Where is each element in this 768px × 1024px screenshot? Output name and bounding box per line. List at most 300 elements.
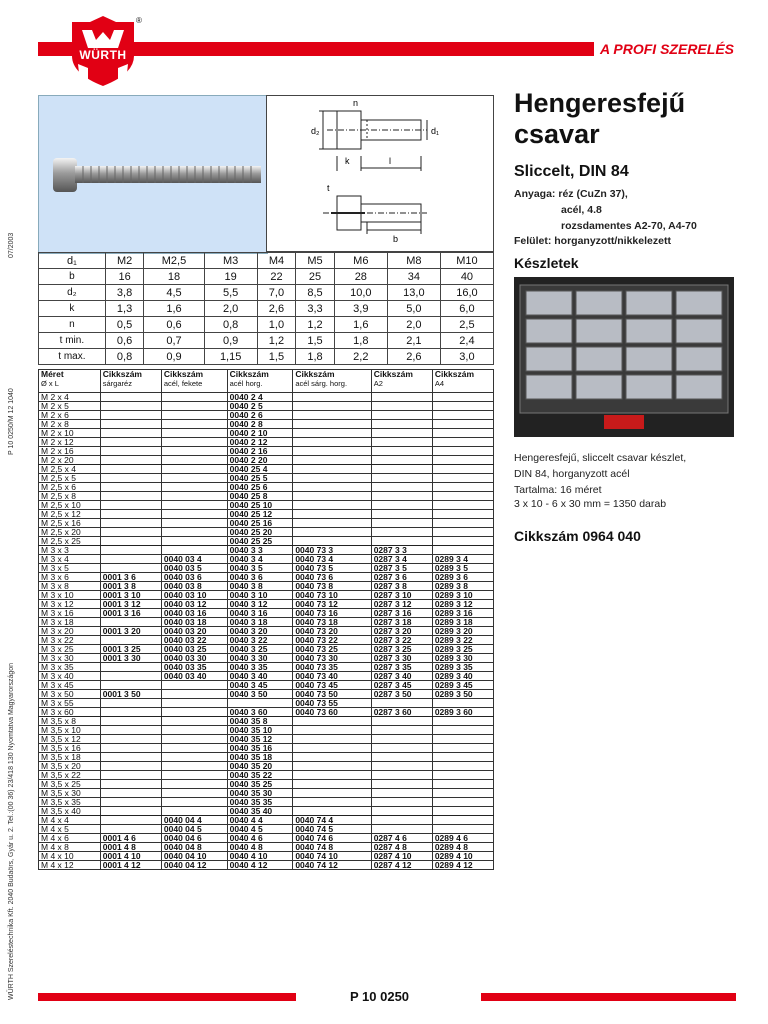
order-article-cell: 0040 03 12 [161,600,227,609]
order-article-cell: 0289 3 6 [432,573,493,582]
order-size-cell: M 3 x 60 [39,708,101,717]
order-article-cell: 0287 3 50 [371,690,432,699]
order-header-cell [227,370,293,393]
dims-cell: 16 [105,269,144,285]
order-size-cell: M 3,5 x 8 [39,717,101,726]
page-title [514,88,685,150]
order-header-sub: A2 [373,379,383,388]
order-article-cell: 0287 3 20 [371,627,432,636]
order-article-cell [161,762,227,771]
order-row [39,393,494,402]
order-article-cell: 0040 35 20 [227,762,293,771]
order-article-cell [100,555,161,564]
dims-row-label: d₂ [39,285,106,301]
order-article-cell: 0287 3 3 [371,546,432,555]
order-size-cell: M 3 x 50 [39,690,101,699]
dims-row [39,349,494,365]
order-article-cell [432,447,493,456]
order-size-cell: M 3 x 12 [39,600,101,609]
order-article-cell [293,420,371,429]
order-article-cell: 0040 3 18 [227,618,293,627]
order-size-cell: M 2,5 x 20 [39,528,101,537]
order-article-cell [371,816,432,825]
order-article-cell [161,501,227,510]
order-article-cell [293,519,371,528]
order-article-cell [161,726,227,735]
order-article-cell: 0040 2 10 [227,429,293,438]
order-article-cell: 0001 3 8 [100,582,161,591]
order-article-cell: 0001 3 30 [100,654,161,663]
order-article-cell [371,447,432,456]
dims-cell: 0,5 [105,317,144,333]
dims-header-cell: M8 [387,253,440,269]
order-article-cell [293,510,371,519]
order-article-cell: 0287 3 45 [371,681,432,690]
order-article-cell [371,420,432,429]
order-article-cell [293,780,371,789]
order-size-cell: M 3,5 x 10 [39,726,101,735]
material-value-3: rozsdamentes A2-70, A4-70 [561,220,697,232]
order-article-cell: 0040 3 50 [227,690,293,699]
dims-cell: 1,5 [257,349,296,365]
order-size-cell: M 3 x 3 [39,546,101,555]
order-article-cell [371,510,432,519]
order-size-cell: M 3 x 40 [39,672,101,681]
order-article-cell [293,798,371,807]
order-size-cell: M 3 x 22 [39,636,101,645]
order-article-cell [432,744,493,753]
order-header-size [39,370,101,393]
order-article-cell [161,690,227,699]
order-article-cell: 0040 3 40 [227,672,293,681]
order-article-cell: 0040 73 60 [293,708,371,717]
dims-cell: 1,2 [296,317,335,333]
order-article-cell: 0287 3 10 [371,591,432,600]
dims-cell: 0,9 [204,333,257,349]
footer-bar-left [38,993,296,1001]
order-size-cell: M 3,5 x 22 [39,771,101,780]
order-article-cell [371,465,432,474]
order-size-cell: M 4 x 12 [39,861,101,870]
order-header-title: Cikkszám [295,369,335,379]
order-size-cell: M 2 x 10 [39,429,101,438]
order-article-cell: 0040 3 16 [227,609,293,618]
dims-cell: 2,6 [257,301,296,317]
dims-cell: 10,0 [334,285,387,301]
order-article-cell: 0040 74 6 [293,834,371,843]
order-article-cell [100,537,161,546]
order-size-cell: M 3 x 16 [39,609,101,618]
order-article-cell: 0040 3 12 [227,600,293,609]
order-article-cell [432,438,493,447]
order-article-cell: 0001 3 25 [100,645,161,654]
order-article-cell: 0289 4 10 [432,852,493,861]
order-article-cell [100,735,161,744]
order-article-cell [432,726,493,735]
dims-cell: 2,5 [440,317,493,333]
order-article-cell: 0001 4 6 [100,834,161,843]
order-article-cell [100,672,161,681]
dims-cell: 1,2 [257,333,296,349]
order-row [39,807,494,816]
order-article-cell [432,510,493,519]
order-size-cell: M 3 x 55 [39,699,101,708]
order-article-cell: 0040 3 22 [227,636,293,645]
dims-cell: 40 [440,269,493,285]
order-article-cell [293,393,371,402]
order-article-cell [100,780,161,789]
order-article-cell [100,501,161,510]
order-header-title: Cikkszám [434,369,475,379]
order-article-cell: 0040 03 6 [161,573,227,582]
order-article-cell [432,501,493,510]
order-article-cell: 0040 25 16 [227,519,293,528]
order-article-cell [100,807,161,816]
order-article-cell: 0040 25 5 [227,474,293,483]
order-article-cell [432,735,493,744]
order-size-cell: M 4 x 10 [39,852,101,861]
order-size-cell: M 3,5 x 18 [39,753,101,762]
order-size-cell: M 2 x 5 [39,402,101,411]
order-article-cell: 0040 73 55 [293,699,371,708]
order-article-cell: 0040 03 4 [161,555,227,564]
order-article-cell: 0287 3 22 [371,636,432,645]
order-article-cell [161,771,227,780]
order-size-cell: M 2 x 12 [39,438,101,447]
order-header-cell [432,370,493,393]
order-article-cell: 0040 25 20 [227,528,293,537]
order-article-cell: 0040 73 6 [293,573,371,582]
order-article-cell [293,456,371,465]
dims-row [39,333,494,349]
order-article-cell [371,798,432,807]
order-article-cell [371,501,432,510]
dims-cell: 3,8 [105,285,144,301]
order-article-cell [293,744,371,753]
order-article-cell: 0040 73 8 [293,582,371,591]
order-article-cell: 0040 3 6 [227,573,293,582]
order-header-title: Cikkszám [229,369,269,379]
order-article-cell: 0040 04 8 [161,843,227,852]
order-header-sub: sárgaréz [102,379,132,388]
order-article-cell: 0040 73 5 [293,564,371,573]
order-article-cell: 0040 03 18 [161,618,227,627]
dims-cell: 1,15 [204,349,257,365]
order-article-cell [100,798,161,807]
order-article-cell: 0040 4 6 [227,834,293,843]
order-article-cell [432,807,493,816]
order-article-cell [432,789,493,798]
dims-header-cell: M2,5 [144,253,204,269]
order-article-cell: 0040 73 12 [293,600,371,609]
order-article-cell: 0040 2 5 [227,402,293,411]
order-article-cell [100,411,161,420]
order-article-cell [100,699,161,708]
order-header-cell [161,370,227,393]
order-article-cell: 0289 3 4 [432,555,493,564]
order-article-cell: 0040 04 12 [161,861,227,870]
order-size-cell: M 2 x 8 [39,420,101,429]
order-article-cell [371,528,432,537]
order-article-cell: 0040 3 30 [227,654,293,663]
order-article-cell: 0040 73 45 [293,681,371,690]
footer-bar-right [481,993,736,1001]
order-article-cell [161,510,227,519]
drawing-label-d2: d₂ [311,126,320,136]
order-article-cell: 0040 3 5 [227,564,293,573]
side-printer: WÜRTH Szereléstechnika Kft. 2040 Budaörs, Gyár u. 2. Tel.:(00 36) 23/418 130 Nyomtatva Magyarországon [8,662,15,1000]
order-article-cell [161,780,227,789]
order-size-cell: M 3,5 x 30 [39,789,101,798]
order-article-cell [293,465,371,474]
order-article-cell: 0287 3 12 [371,600,432,609]
order-article-cell: 0040 25 4 [227,465,293,474]
order-article-cell [100,708,161,717]
order-article-cell: 0040 25 6 [227,483,293,492]
dims-row-label: n [39,317,106,333]
order-article-cell [161,735,227,744]
dimensions-table [38,252,494,365]
order-article-cell [161,474,227,483]
dims-cell: 3,3 [296,301,335,317]
title-line-2: csavar [514,119,600,149]
order-article-cell: 0040 2 6 [227,411,293,420]
dims-cell: 5,0 [387,301,440,317]
order-article-cell [293,726,371,735]
order-size-cell: M 3,5 x 40 [39,807,101,816]
order-article-cell [161,798,227,807]
order-size-cell: M 3 x 6 [39,573,101,582]
order-row [39,537,494,546]
order-article-cell [293,717,371,726]
order-size-cell: M 4 x 8 [39,843,101,852]
order-article-cell [293,447,371,456]
order-article-cell: 0287 3 30 [371,654,432,663]
order-article-cell: 0001 3 6 [100,573,161,582]
order-article-cell: 0287 3 35 [371,663,432,672]
order-article-cell [293,402,371,411]
dims-cell: 2,0 [204,301,257,317]
order-article-cell: 0040 73 16 [293,609,371,618]
kit-photo [514,277,734,437]
order-size-cell: M 3 x 20 [39,627,101,636]
order-size-cell: M 4 x 5 [39,825,101,834]
order-article-cell: 0040 4 5 [227,825,293,834]
order-article-cell [293,474,371,483]
order-article-cell [432,420,493,429]
dims-row-label: k [39,301,106,317]
order-article-cell: 0040 03 40 [161,672,227,681]
order-article-cell [161,465,227,474]
dims-row [39,301,494,317]
dims-row [39,285,494,301]
order-article-cell: 0287 3 25 [371,645,432,654]
order-article-cell [161,402,227,411]
order-article-cell: 0287 3 6 [371,573,432,582]
order-size-cell: M 3 x 4 [39,555,101,564]
order-article-cell: 0040 73 18 [293,618,371,627]
order-article-cell: 0287 4 8 [371,843,432,852]
order-article-cell: 0040 04 6 [161,834,227,843]
order-article-cell: 0040 73 10 [293,591,371,600]
dims-cell: 1,6 [144,301,204,317]
wurth-logo [70,16,136,86]
dims-row-label: t min. [39,333,106,349]
order-article-cell [371,807,432,816]
order-article-cell [432,780,493,789]
dims-cell: 2,0 [387,317,440,333]
order-article-cell: 0289 4 6 [432,834,493,843]
order-header-sub: A4 [434,379,445,388]
order-header-cell [371,370,432,393]
order-size-cell: M 2 x 6 [39,411,101,420]
order-size-cell: M 3,5 x 12 [39,735,101,744]
order-article-cell: 0287 3 4 [371,555,432,564]
order-article-cell: 0287 4 10 [371,852,432,861]
order-size-cell: M 3 x 8 [39,582,101,591]
order-article-cell: 0040 04 4 [161,816,227,825]
kit-desc-3: Tartalma: 16 méret [514,484,602,496]
order-article-cell: 0040 4 10 [227,852,293,861]
order-size-cell: M 3 x 35 [39,663,101,672]
material-value-2: acél, 4.8 [561,204,602,216]
order-row [39,546,494,555]
dims-cell: 28 [334,269,387,285]
order-article-cell: 0040 25 12 [227,510,293,519]
order-article-cell: 0040 03 16 [161,609,227,618]
side-date: 07/2003 [8,232,15,258]
order-article-cell [100,402,161,411]
order-header-cell [293,370,371,393]
order-article-cell [432,798,493,807]
order-article-cell [161,681,227,690]
order-article-cell [100,456,161,465]
order-article-cell [432,465,493,474]
order-article-cell: 0287 4 6 [371,834,432,843]
order-article-cell [371,780,432,789]
order-size-cell: M 3 x 5 [39,564,101,573]
order-article-cell: 0040 3 35 [227,663,293,672]
dims-cell: 0,6 [144,317,204,333]
order-article-cell: 0289 3 35 [432,663,493,672]
order-article-cell: 0040 74 10 [293,852,371,861]
order-article-cell: 0040 73 40 [293,672,371,681]
order-size-cell: M 4 x 6 [39,834,101,843]
order-article-cell [432,456,493,465]
order-article-cell: 0040 74 12 [293,861,371,870]
order-article-cell: 0040 03 22 [161,636,227,645]
order-article-cell: 0001 4 8 [100,843,161,852]
order-article-cell [371,717,432,726]
order-article-cell: 0287 4 12 [371,861,432,870]
kit-desc-4: 3 x 10 - 6 x 30 mm = 1350 darab [514,498,667,510]
order-article-cell [100,483,161,492]
order-article-cell: 0040 35 8 [227,717,293,726]
order-article-cell [161,519,227,528]
order-article-cell: 0040 35 16 [227,744,293,753]
order-article-cell [293,762,371,771]
dims-cell: 0,8 [204,317,257,333]
order-article-cell [161,483,227,492]
dims-cell: 1,8 [296,349,335,365]
title-line-1: Hengeresfejű [514,88,686,118]
order-article-cell: 0289 4 12 [432,861,493,870]
order-article-cell: 0287 3 5 [371,564,432,573]
material-value-1: réz (CuZn 37), [558,188,628,200]
order-article-cell: 0287 3 40 [371,672,432,681]
order-size-cell: M 2 x 16 [39,447,101,456]
order-row [39,411,494,420]
dims-header-cell: M6 [334,253,387,269]
order-header-title: Cikkszám [163,369,204,379]
order-article-cell [432,402,493,411]
order-size-cell: M 2,5 x 12 [39,510,101,519]
dims-header-cell: d₁ [39,253,106,269]
order-article-cell [432,393,493,402]
order-article-cell: 0040 25 8 [227,492,293,501]
order-article-cell [100,438,161,447]
order-article-cell: 0289 3 40 [432,672,493,681]
order-article-cell [432,816,493,825]
order-article-cell: 0040 2 8 [227,420,293,429]
order-article-cell [432,474,493,483]
order-row [39,816,494,825]
order-article-cell [293,438,371,447]
order-article-cell: 0001 3 10 [100,591,161,600]
order-article-cell [100,717,161,726]
logo-text: WÜRTH [79,48,127,62]
dims-header-row [39,253,494,269]
order-article-cell: 0289 4 8 [432,843,493,852]
order-article-cell [371,411,432,420]
order-article-cell [100,663,161,672]
order-article-cell: 0040 03 35 [161,663,227,672]
order-article-cell [371,438,432,447]
order-article-cell [371,402,432,411]
kit-desc-1: Hengeresfejű, sliccelt csavar készlet, [514,452,687,464]
order-article-cell [161,438,227,447]
material-line-1 [514,188,628,200]
drawing-label-k: k [345,156,350,166]
order-header-size-title: Méret [41,369,64,379]
dims-header-cell: M3 [204,253,257,269]
order-article-cell: 0289 3 10 [432,591,493,600]
order-article-cell: 0289 3 20 [432,627,493,636]
registered-mark: ® [136,16,142,25]
dims-header-cell: M10 [440,253,493,269]
order-article-cell [293,771,371,780]
order-article-cell [432,771,493,780]
order-article-cell [100,447,161,456]
order-article-cell [161,537,227,546]
order-article-cell: 0289 3 12 [432,600,493,609]
order-article-cell [100,546,161,555]
order-article-cell: 0289 3 45 [432,681,493,690]
order-article-cell: 0040 04 10 [161,852,227,861]
order-article-cell [293,789,371,798]
order-article-cell: 0001 3 50 [100,690,161,699]
order-size-cell: M 3,5 x 16 [39,744,101,753]
order-article-cell: 0040 25 25 [227,537,293,546]
order-article-cell [432,429,493,438]
dims-cell: 1,8 [334,333,387,349]
dims-header-cell: M4 [257,253,296,269]
order-article-cell [100,789,161,798]
order-article-cell [100,420,161,429]
surface-value: horganyzott/nikkelezett [554,235,671,247]
order-article-cell: 0287 3 16 [371,609,432,618]
order-article-cell: 0001 3 12 [100,600,161,609]
